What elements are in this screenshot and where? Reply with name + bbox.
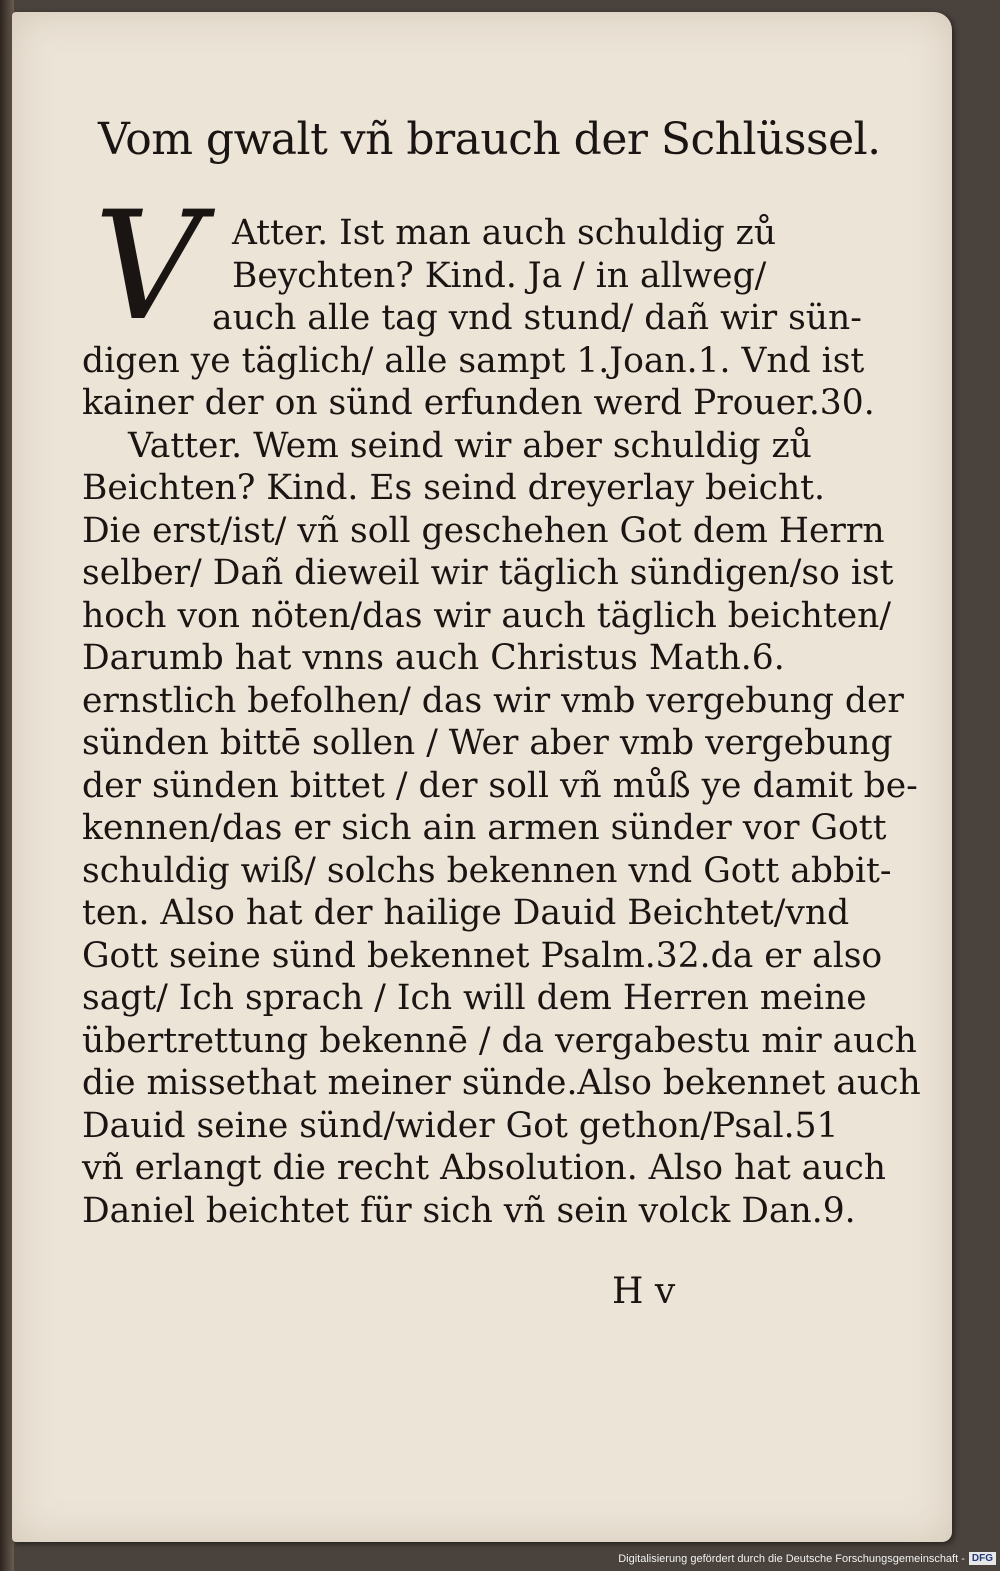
text-line: selber/ Dañ dieweil wir täglich sündigen/so ist <box>82 553 894 593</box>
credit-text: Digitalisierung gefördert durch die Deutsche Forschungsgemeinschaft - <box>618 1552 965 1565</box>
text-line: ten. Also hat der hailige Dauid Beichtet/vnd <box>82 893 850 933</box>
text-line: übertrettung bekennē / da vergabestu mir auch <box>82 1020 917 1061</box>
digitization-credit <box>618 1552 996 1565</box>
text-line: sagt/ Ich sprach / Ich will dem Herren meine <box>82 978 867 1018</box>
text-line: Beychten? Kind. Ja / in allweg/ <box>232 255 767 296</box>
text-line: schuldig wiß/ solchs bekennen vnd Gott abbit- <box>82 850 892 891</box>
text-line: ernstlich befolhen/ das wir vmb vergebung der <box>82 680 904 721</box>
text-line: sünden bittē sollen / Wer aber vmb vergebung <box>82 723 893 763</box>
text-line: Gott seine sünd bekennet Psalm.32.da er also <box>82 935 883 976</box>
text-line: Beichten? Kind. Es seind dreyerlay beicht. <box>82 468 825 508</box>
text-line: der sünden bittet / der soll vñ můß ye damit be- <box>82 765 918 806</box>
text-line: die missethat meiner sünde.Also bekennet auch <box>82 1063 921 1103</box>
text-line: hoch von nöten/das wir auch täglich beichten/ <box>82 595 891 636</box>
text-line: Daniel beichtet für sich vñ sein volck Dan.9. <box>82 1190 856 1231</box>
page-heading: Vom gwalt vñ brauch der Schlüssel. <box>98 114 881 165</box>
text-line: auch alle tag vnd stund/ dañ wir sün- <box>212 298 862 338</box>
text-line: Vatter. Wem seind wir aber schuldig zů <box>128 425 812 466</box>
text-line: Die erst/ist/ vñ soll geschehen Got dem Herrn <box>82 510 885 551</box>
text-line: Darumb hat vnns auch Christus Math.6. <box>82 638 785 678</box>
decorated-initial: V <box>94 180 203 354</box>
text-line: Atter. Ist man auch schuldig zů <box>232 213 777 253</box>
text-line: Dauid seine sünd/wider Got gethon/Psal.51 <box>82 1105 839 1146</box>
book-page <box>12 12 952 1542</box>
text-line: digen ye täglich/ alle sampt 1.Joan.1. Vnd ist <box>82 340 865 381</box>
text-line: kainer der on sünd erfunden werd Prouer.30. <box>82 383 875 423</box>
catchword: H v <box>612 1271 676 1312</box>
body-text <box>82 212 921 1232</box>
text-line: vñ erlangt die recht Absolution. Also hat auch <box>82 1148 886 1188</box>
text-line: kennen/das er sich ain armen sünder vor Gott <box>82 808 887 848</box>
dfg-logo: DFG <box>969 1552 996 1565</box>
